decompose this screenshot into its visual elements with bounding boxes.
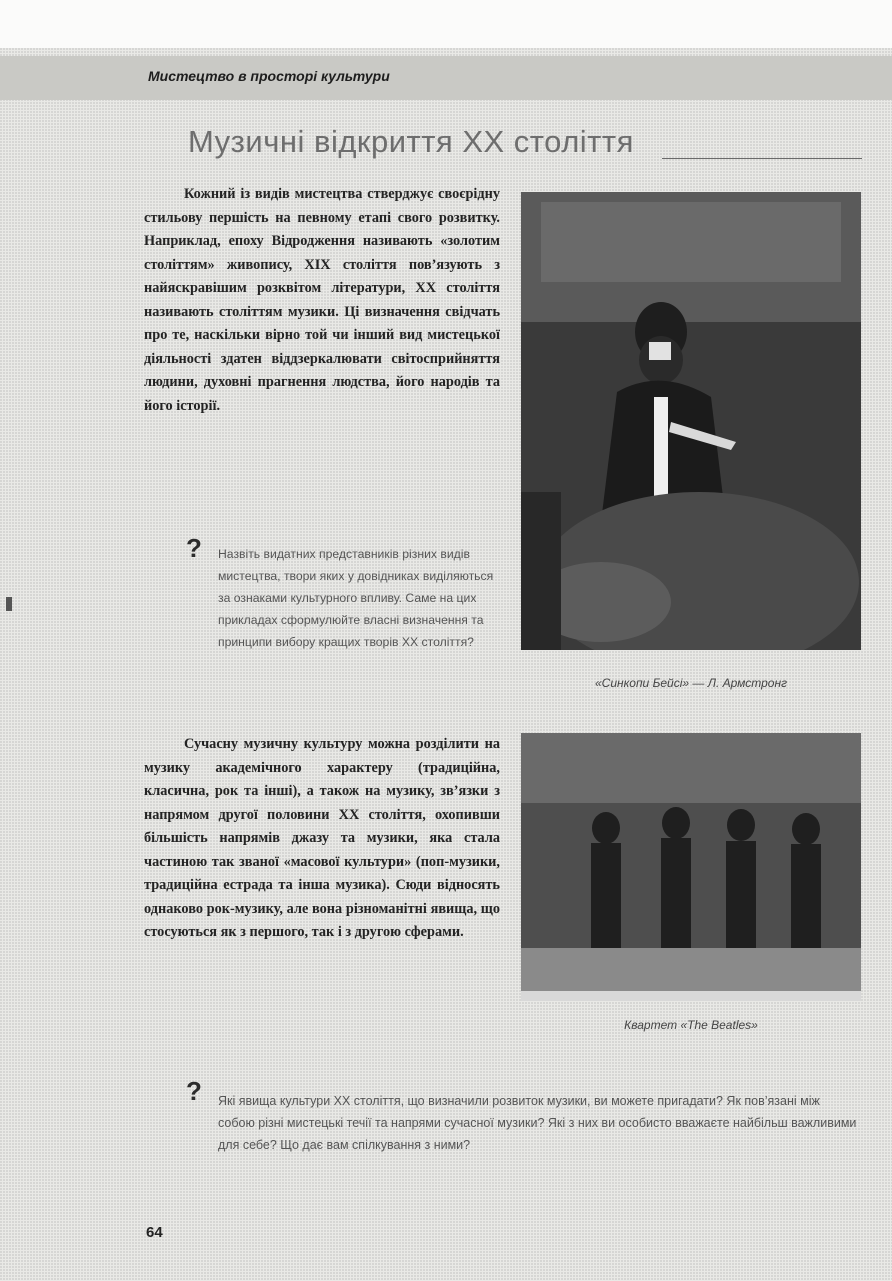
photo-caption: «Синкопи Бейсі» — Л. Армстронг (595, 676, 787, 690)
page-number: 64 (146, 1224, 163, 1241)
title-rule (662, 158, 862, 159)
section-rubric: Мистецтво в просторі культури (148, 68, 390, 84)
photo-caption: Квартет «The Beatles» (624, 1018, 758, 1032)
paragraph-main: Сучасну музичну культуру можна розділити на музику академічного характеру (традиційна, класична, рок та інші), а також на музику, зв’язки з напрямом другої половини XX століття, охопивши більшість напрямів джазу та музики, яка стала частиною так званої «масової культури» (поп-музики, традиційна естрада та інша музика). Сюди відносять однаково рок-музику, але вона різноманітні явища, що стосуються як з першого, так і з другою сферами. (144, 736, 500, 940)
paragraph-intro: Кожний із видів мистецтва стверджує своєрідну стильову першість на певному етапі свого розвитку. Наприклад, епоху Відродження називають «золотим століттям» живопису, XIX століття пов’язують з найяскравішим розквітом літератури, XX століття називають століттям музики. Ці визначення свідчать про те, наскільки вірно той чи інший вид мистецької діяльності здатен віддзеркалювати світосприйняття людини, духовні прагнення людства, його народів та його історії. (144, 186, 500, 414)
band-photo-illustration (521, 733, 861, 1001)
margin-mark (6, 597, 12, 611)
header-band (0, 56, 892, 100)
musician-photo-illustration (521, 192, 861, 650)
question-mark-icon: ? (186, 533, 202, 563)
question-mark-icon: ? (186, 1076, 202, 1106)
chapter-title: Музичні відкриття XX століття (188, 124, 634, 159)
question-block: Які явища культури XX століття, що визначили розвиток музики, ви можете пригадати? Як пов’язані між собою різні мистецькі течії та напрями сучасної музики? Які з них ви особисто вважаєте найбільш важливими для себе? Що дає вам спілкування з ними? (218, 1094, 857, 1152)
question-block: Назвіть видатних представників різних видів мистецтва, твори яких у довідниках виділяються за ознаками культурного впливу. Саме на цих прикладах сформулюйте власні визначення та принципи вибору кращих творів XX століття? (218, 547, 494, 649)
photo-band (521, 733, 861, 1001)
top-margin (0, 0, 892, 48)
photo-musician (521, 192, 861, 650)
